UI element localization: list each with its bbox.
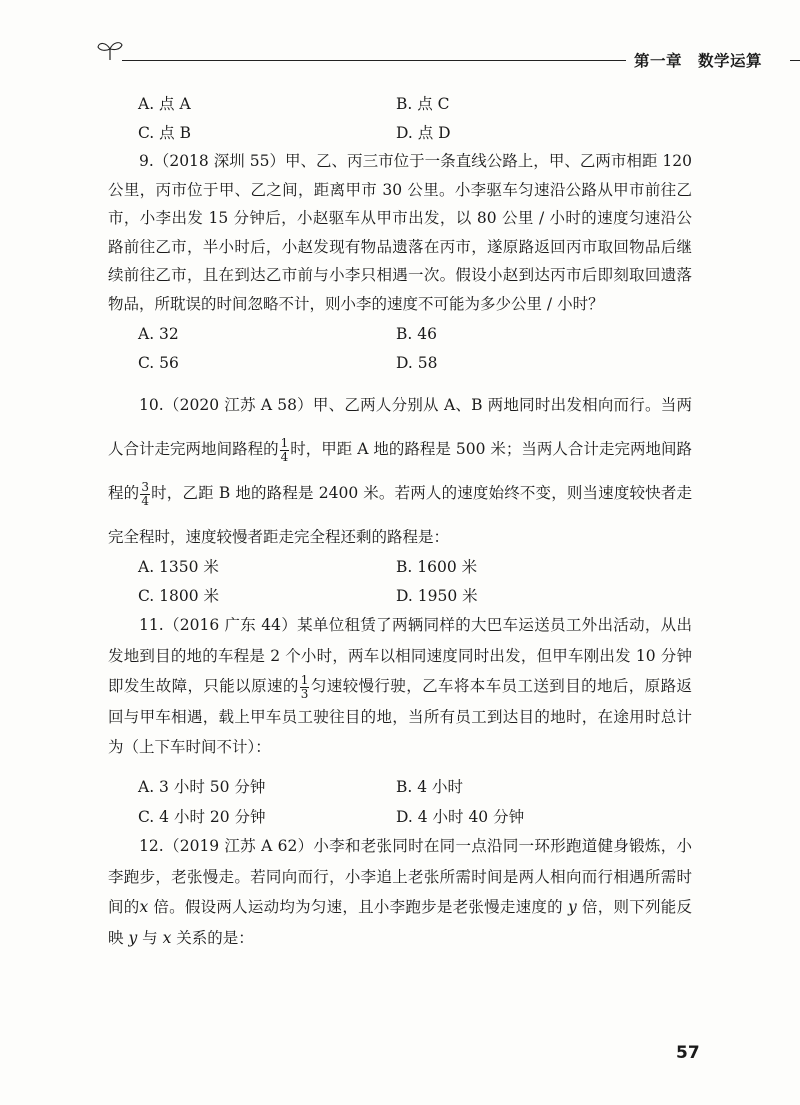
q11-options-row-2: [138, 805, 698, 829]
q10-options-row-2: [138, 584, 698, 608]
q12-var-y: y: [568, 898, 577, 916]
q11-text-part1: 11.（2016 广东 44）某单位租赁了两辆同样的大巴车运送员工外出活动，从出发地到目的地的车程是 2 个小时，两车以相同速度同时出发，但甲车刚出发 10 分钟即发生故障，只能以原速的: [108, 616, 692, 695]
q10-frac1-numerator: 1: [280, 435, 289, 450]
q12-text-part3: 倍，则下列能反映: [108, 898, 692, 947]
q10-frac2-numerator: 3: [141, 479, 149, 494]
sprout-icon: [96, 38, 124, 62]
q9-option-b: B. 46: [396, 325, 437, 343]
q8-options-row-2: [138, 121, 698, 145]
q9-option-a: A. 32: [138, 325, 179, 343]
question-9: [108, 147, 692, 318]
q10-text-part2: 时，甲距 A 地的路程是 500 米；当两人合计走完两地间路程的: [108, 440, 692, 502]
question-10: [108, 383, 692, 559]
running-header: [96, 30, 763, 70]
q11-options-row-1: [138, 775, 698, 799]
q12-text-part1: 12.（2019 江苏 A 62）小李和老张同时在同一点沿同一环形跑道健身锻炼，小李跑步，老张慢走。若同向而行，小李追上老张所需时间是两人相向而行相遇所需时间的: [108, 837, 692, 916]
q8-option-a: A. 点 A: [138, 95, 191, 113]
q10-text-part3: 时，乙距 B 地的路程是 2400 米。若两人的速度始终不变，则当速度较快者走完全程时，速度较慢者距走完全程还剩的路程是：: [108, 484, 692, 546]
q9-option-d: D. 58: [396, 354, 438, 372]
page-number: 57: [676, 1043, 700, 1063]
q9-option-c: C. 56: [138, 354, 179, 372]
q12-var-y-second: y: [128, 928, 138, 947]
q11-frac-denominator: 3: [300, 686, 309, 701]
q11-option-c: C. 4 小时 20 分钟: [138, 808, 266, 826]
question-11: [108, 610, 692, 763]
q11-text-part2: 匀速较慢行驶，乙车将本车员工送到目的地后，原路返回与甲车相遇，载上甲车员工驶往目的地，当所有员工到达目的地时，在途用时总计为（上下车时间不计）：: [108, 677, 692, 756]
q12-text-part5: 关系的是：: [171, 928, 254, 947]
q12-text-part2: 倍。假设两人运动均为匀速，且小李跑步是老张慢走速度的: [148, 898, 569, 916]
q11-option-b: B. 4 小时: [396, 778, 464, 796]
q10-fraction-three-quarters: [140, 481, 150, 508]
q9-options-row-2: [138, 354, 698, 378]
q8-option-c: C. 点 B: [138, 124, 191, 142]
header-rule-right: [790, 60, 800, 61]
q10-option-c: C. 1800 米: [138, 587, 220, 605]
q11-fraction-one-third: [300, 674, 310, 701]
q8-options-row-1: [138, 92, 698, 116]
q8-option-d: D. 点 D: [396, 124, 451, 142]
q12-var-x: x: [139, 898, 149, 916]
q10-fraction-one-quarter: [280, 437, 290, 464]
q11-option-a: A. 3 小时 50 分钟: [138, 778, 266, 796]
q10-options-row-1: [138, 555, 698, 579]
q10-text-part1: 10.（2020 江苏 A 58）甲、乙两人分别从 A、B 两地同时出发相向而行。当两人合计走完两地间路程的: [108, 396, 692, 458]
q10-option-d: D. 1950 米: [396, 587, 478, 605]
q10-frac1-denominator: 4: [280, 449, 289, 464]
q11-frac-numerator: 1: [300, 672, 309, 687]
q10-frac2-denominator: 4: [141, 493, 149, 508]
q10-option-a: A. 1350 米: [138, 558, 219, 576]
q9-options-row-1: [138, 325, 698, 349]
q11-option-d: D. 4 小时 40 分钟: [396, 808, 525, 826]
q9-text: 9.（2018 深圳 55）甲、乙、丙三市位于一条直线公路上，甲、乙两市相距 120 公里，丙市位于甲、乙之间，距离甲市 30 公里。小李驱车匀速沿公路从甲市前往乙市，小李出发 15 分钟后，小赵驱车从甲市出发，以 80 公里 / 小时的速度匀速沿公路前往乙市，半小时后，小赵发现有物品遗落在丙市，遂原路返回丙市取回物品后继续前往乙市，且在到达乙市前与小李只相遇一次。假设小赵到达丙市后即刻取回遗落物品，所耽误的时间忽略不计，则小李的速度不可能为多少公里 / 小时？: [108, 152, 692, 313]
q12-var-x-second: x: [162, 928, 172, 947]
q12-text-part4: 与: [137, 928, 163, 947]
q10-option-b: B. 1600 米: [396, 558, 478, 576]
chapter-title: 第一章 数学运算: [634, 52, 763, 70]
header-rule-left: [122, 60, 626, 61]
q8-option-b: B. 点 C: [396, 95, 450, 113]
question-12: [108, 831, 692, 953]
